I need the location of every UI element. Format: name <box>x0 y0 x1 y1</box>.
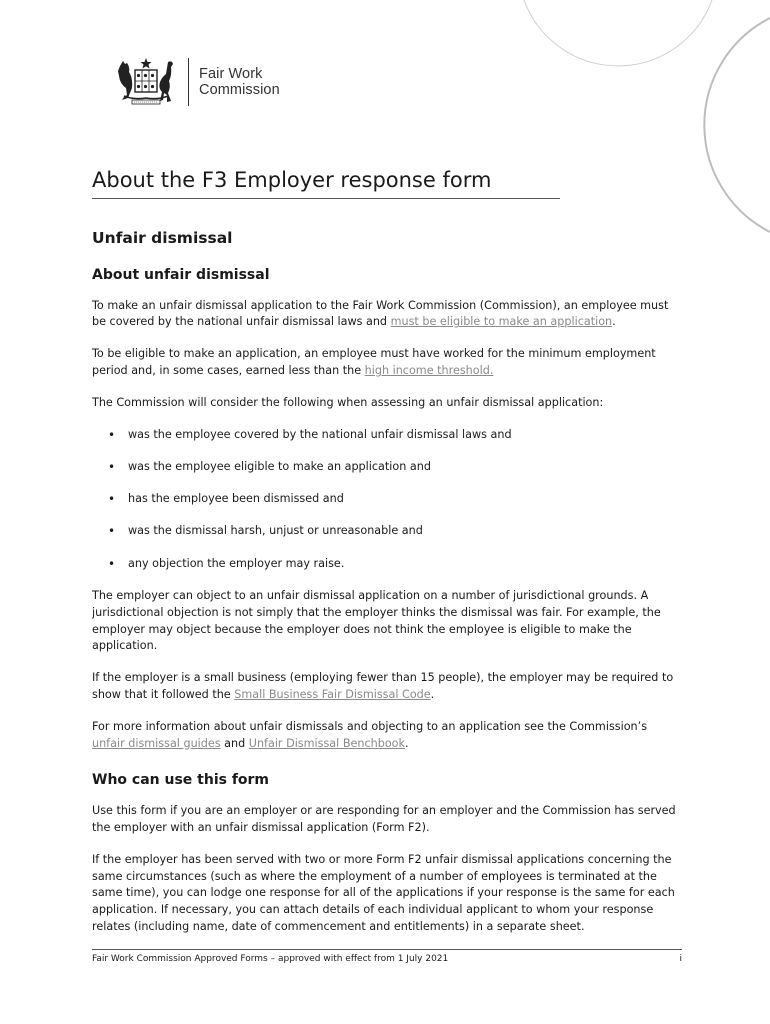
org-name-line2: Commission <box>199 82 280 98</box>
paragraph-about-5-text: If the employer is a small business (employing fewer than 15 people), the employer may be required to show that it followed the <box>92 671 674 702</box>
page-footer <box>92 949 682 965</box>
link-high-income-threshold[interactable]: high income threshold. <box>364 363 494 377</box>
paragraph-about-3: The Commission will consider the following when assessing an unfair dismissal application: <box>92 395 604 409</box>
list-item: • any objection the employer may raise. <box>92 556 682 573</box>
content <box>92 230 682 951</box>
logo-divider <box>188 58 189 106</box>
paragraph-about-4: The employer can object to an unfair dismissal application on a number of jurisdictional grounds. A jurisdictional objection is not simply that the employer thinks the dismissal was fair. For example, the employer may object because the employer does not think the employee is eligible to make the application. <box>92 589 661 653</box>
paragraph-about-1-end: . <box>612 315 616 329</box>
link-unfair-dismissal-benchbook[interactable]: Unfair Dismissal Benchbook <box>248 736 405 750</box>
subheading-who-can-use: Who can use this form <box>92 772 270 789</box>
australian-coat-of-arms-icon <box>108 56 182 108</box>
paragraph-about-6-mid: and <box>220 736 249 750</box>
paragraph-about-6 <box>92 719 682 753</box>
paragraph-about-2 <box>92 346 682 380</box>
page-title: About the F3 Employer response form <box>92 168 560 199</box>
org-name-line1: Fair Work <box>199 66 263 82</box>
footer-text: Fair Work Commission Approved Forms – approved with effect from 1 July 2021 <box>92 954 449 964</box>
section-heading-unfair-dismissal: Unfair dismissal <box>92 229 233 247</box>
assessment-criteria-list <box>92 427 682 573</box>
paragraph-who-2: If the employer has been served with two or more Form F2 unfair dismissal applications concerning the same circumstances (such as where the employment of a number of employees is terminated at the same time), you can lodge one response for all of the applications if your response is the same for each application. If necessary, you can attach details of each individual applicant to whom your response relates (including name, date of commencement and entitlements) in a separate sheet. <box>92 852 675 934</box>
org-name <box>199 66 280 98</box>
paragraph-about-2-text: To be eligible to make an application, an employee must have worked for the minimum employment period and, in some cases, earned less than the <box>92 347 656 377</box>
link-small-business-code[interactable]: Small Business Fair Dismissal Code <box>234 688 431 702</box>
list-item: • has the employee been dismissed and <box>92 491 682 508</box>
paragraph-about-6-text: For more information about unfair dismissals and objecting to an application see the Commission’s <box>92 719 648 733</box>
link-eligible-to-make-application[interactable]: must be eligible to make an application <box>390 315 613 329</box>
paragraph-about-6-end: . <box>404 736 409 750</box>
paragraph-about-1-text: To make an unfair dismissal application to the Fair Work Commission (Commission), an employee must be covered by the national unfair dismissal laws and <box>92 298 669 329</box>
paragraph-about-1 <box>92 298 682 332</box>
list-item: • was the employee covered by the national unfair dismissal laws and <box>92 427 682 444</box>
subheading-about-unfair-dismissal: About unfair dismissal <box>92 266 270 283</box>
link-unfair-dismissal-guides[interactable]: unfair dismissal guides <box>92 736 221 750</box>
fwc-logo <box>108 56 280 108</box>
paragraph-about-5 <box>92 670 682 704</box>
paragraph-who-1: Use this form if you are an employer or are responding for an employer and the Commission has served the employer with an unfair dismissal application (Form F2). <box>92 804 676 835</box>
list-item: • was the employee eligible to make an application and <box>92 459 682 476</box>
paragraph-about-5-end: . <box>430 688 435 702</box>
list-item: • was the dismissal harsh, unjust or unreasonable and <box>92 523 682 540</box>
page-number: i <box>679 954 682 964</box>
